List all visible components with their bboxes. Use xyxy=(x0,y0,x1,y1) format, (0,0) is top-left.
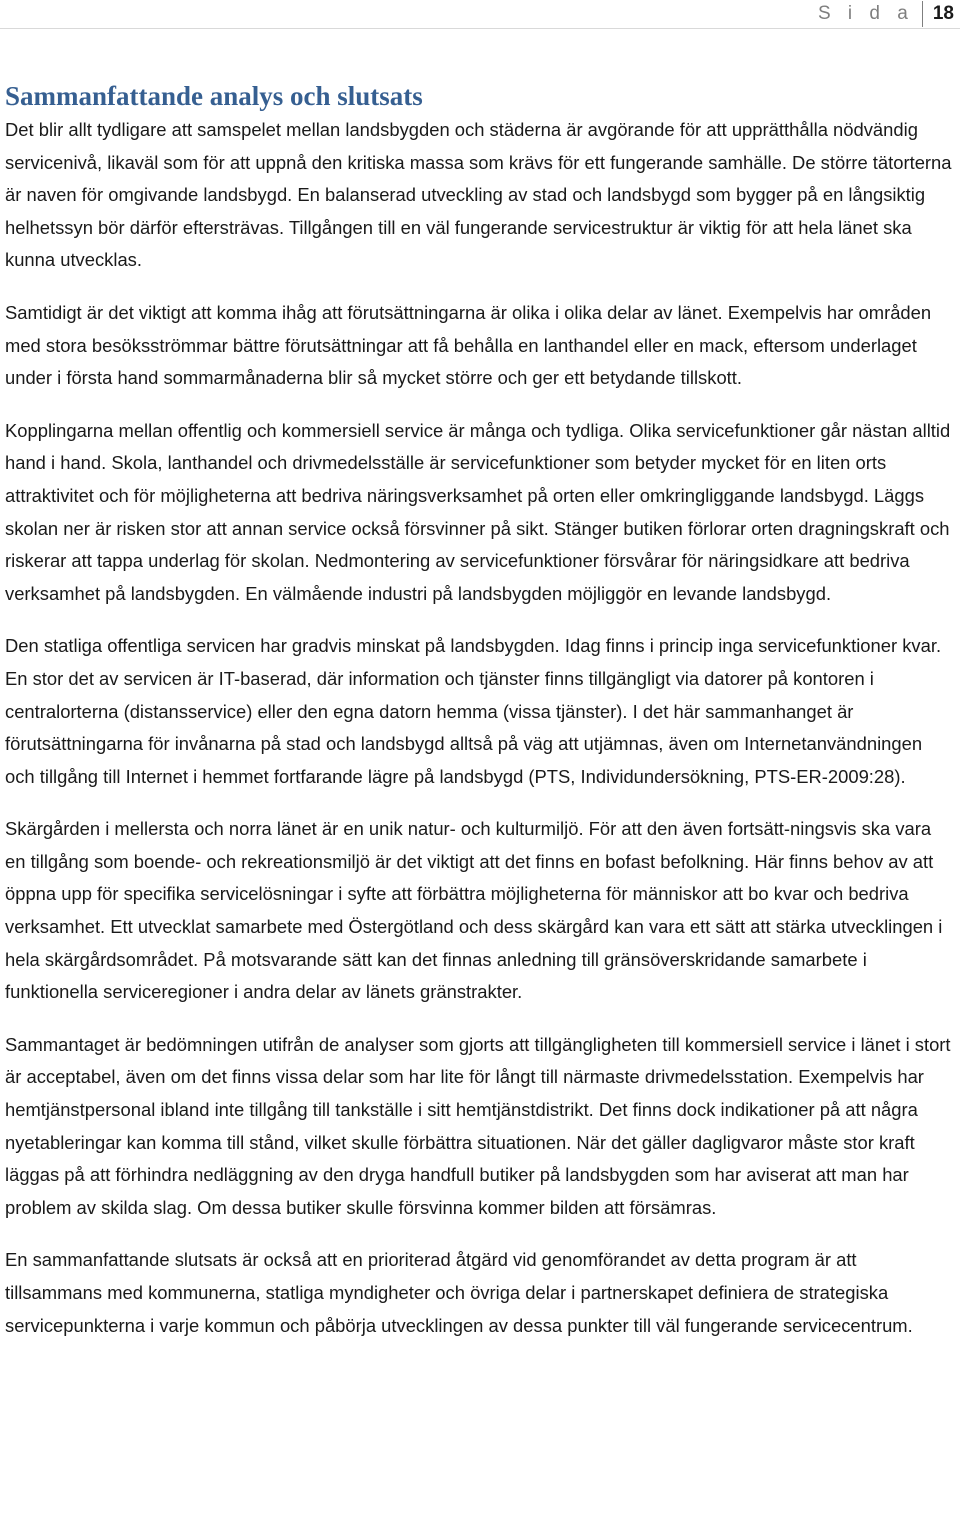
header-divider xyxy=(922,1,923,27)
paragraph-3: Kopplingarna mellan offentlig och kommersiell service är många och tydliga. Olika servicefunktioner går nästan alltid hand i hand. Skola, lanthandel och drivmedelsställe är servicefunktioner som betyder mycket för en liten orts attraktivitet och för möjligheterna att bedriva näringsverksamhet på orten eller omkringliggande landsbygd. Läggs skolan ner är risken stor att annan service också försvinner på sikt. Stänger butiken förlorar orten dragningskraft och riskerar att tappa underlag för skolan. Nedmontering av servicefunktioner försvårar för näringsidkare att bedriva verksamhet på landsbygden. En välmående industri på landsbygden möjliggör en levande landsbygd. xyxy=(5,419,951,604)
page-number: 18 xyxy=(932,3,954,24)
paragraph-6: Sammantaget är bedömningen utifrån de analyser som gjorts att tillgängligheten till kommersiell service i länet i stort är acceptabel, även om det finns vissa delar som har lite för långt till närmaste drivmedelsstation. Exempelvis har hemtjänstpersonal ibland inte tillgång till tankställe i sitt hemtjänstdistrikt. Det finns dock indikationer på att några nyetableringar kan komma till stånd, vilket skulle förbättra situationen. När det gäller dagligvaror måste stor kraft läggas på att förhindra nedläggning av den dryga handfull butiker på landsbygden som har aviserat att man har problem av skilda slag. Om dessa butiker skulle försvinna kommer bilden att försämras. xyxy=(5,1033,951,1218)
paragraph-1: Det blir allt tydligare att samspelet mellan landsbygden och städerna är avgörande för att upprätthålla nödvändig servicenivå, likaväl som för att uppnå den kritiska massa som krävs för ett fungerande samhälle. De större tätorterna är naven för omgivande landsbygd. En balanserad utveckling av stad och landsbygd som bygger på en långsiktig helhetssyn bör därför eftersträvas. Tillgången till en väl fungerande servicestruktur är viktig för att hela länet ska kunna utvecklas. xyxy=(5,119,952,271)
paragraph-7: En sammanfattande slutsats är också att en prioriterad åtgärd vid genomförandet av detta program är att tillsammans med kommunerna, statliga myndigheter och övriga delar i partnerskapet definiera de strategiska servicepunkterna i varje kommun och påbörja utvecklingen av dessa punkter till väl fungerande servicecentrum. xyxy=(5,1249,913,1336)
paragraph-2: Samtidigt är det viktigt att komma ihåg att förutsättningarna är olika i olika delar av länet. Exempelvis har områden med stora besöksströmmar bättre förutsättningar att få behålla en lanthandel eller en mack, eftersom underlaget under i första hand sommarmånaderna blir så mycket större och ger ett betydande tillskott. xyxy=(5,301,932,389)
page-label: S i d a xyxy=(817,3,914,24)
paragraph-4: Den statliga offentliga servicen har gradvis minskat på landsbygden. Idag finns i princip inga servicefunktioner kvar. En stor det av servicen är IT-baserad, där information och tjänster finns tillgängligt via datorer på kontoren i centralorterna (distansservice) eller den egna datorn hemma (vissa tjänster). I det här sammanhanget är förutsättningarna för invånarna på stad och landsbygd alltså på väg att utjämnas, även om Internetanvändningen och tillgång till Internet i hemmet fortfarande lägre på landsbygd (PTS, Individundersökning, PTS-ER-2009:28). xyxy=(5,635,942,787)
document-body xyxy=(5,79,956,1342)
section-heading: Sammanfattande analys och slutsats xyxy=(5,81,423,111)
page-header xyxy=(0,0,960,29)
paragraph-5: Skärgården i mellersta och norra länet är en unik natur- och kulturmiljö. För att den även fortsätt-ningsvis ska vara en tillgång som boende- och rekreationsmiljö är det viktigt att det finns en bofast befolkning. Här finns behov av att öppna upp för specifika servicelösningar i syfte att förbättra möjligheterna för människor att bo kvar och bedriva verksamhet. Ett utvecklat samarbete med Östergötland och dess skärgård kan vara ett sätt att stärka utvecklingen i hela skärgårdsområdet. På motsvarande sätt kan det finnas anledning till gränsöverskridande samarbete i funktionella serviceregioner i andra delar av länets gränstrakter. xyxy=(5,818,943,1003)
